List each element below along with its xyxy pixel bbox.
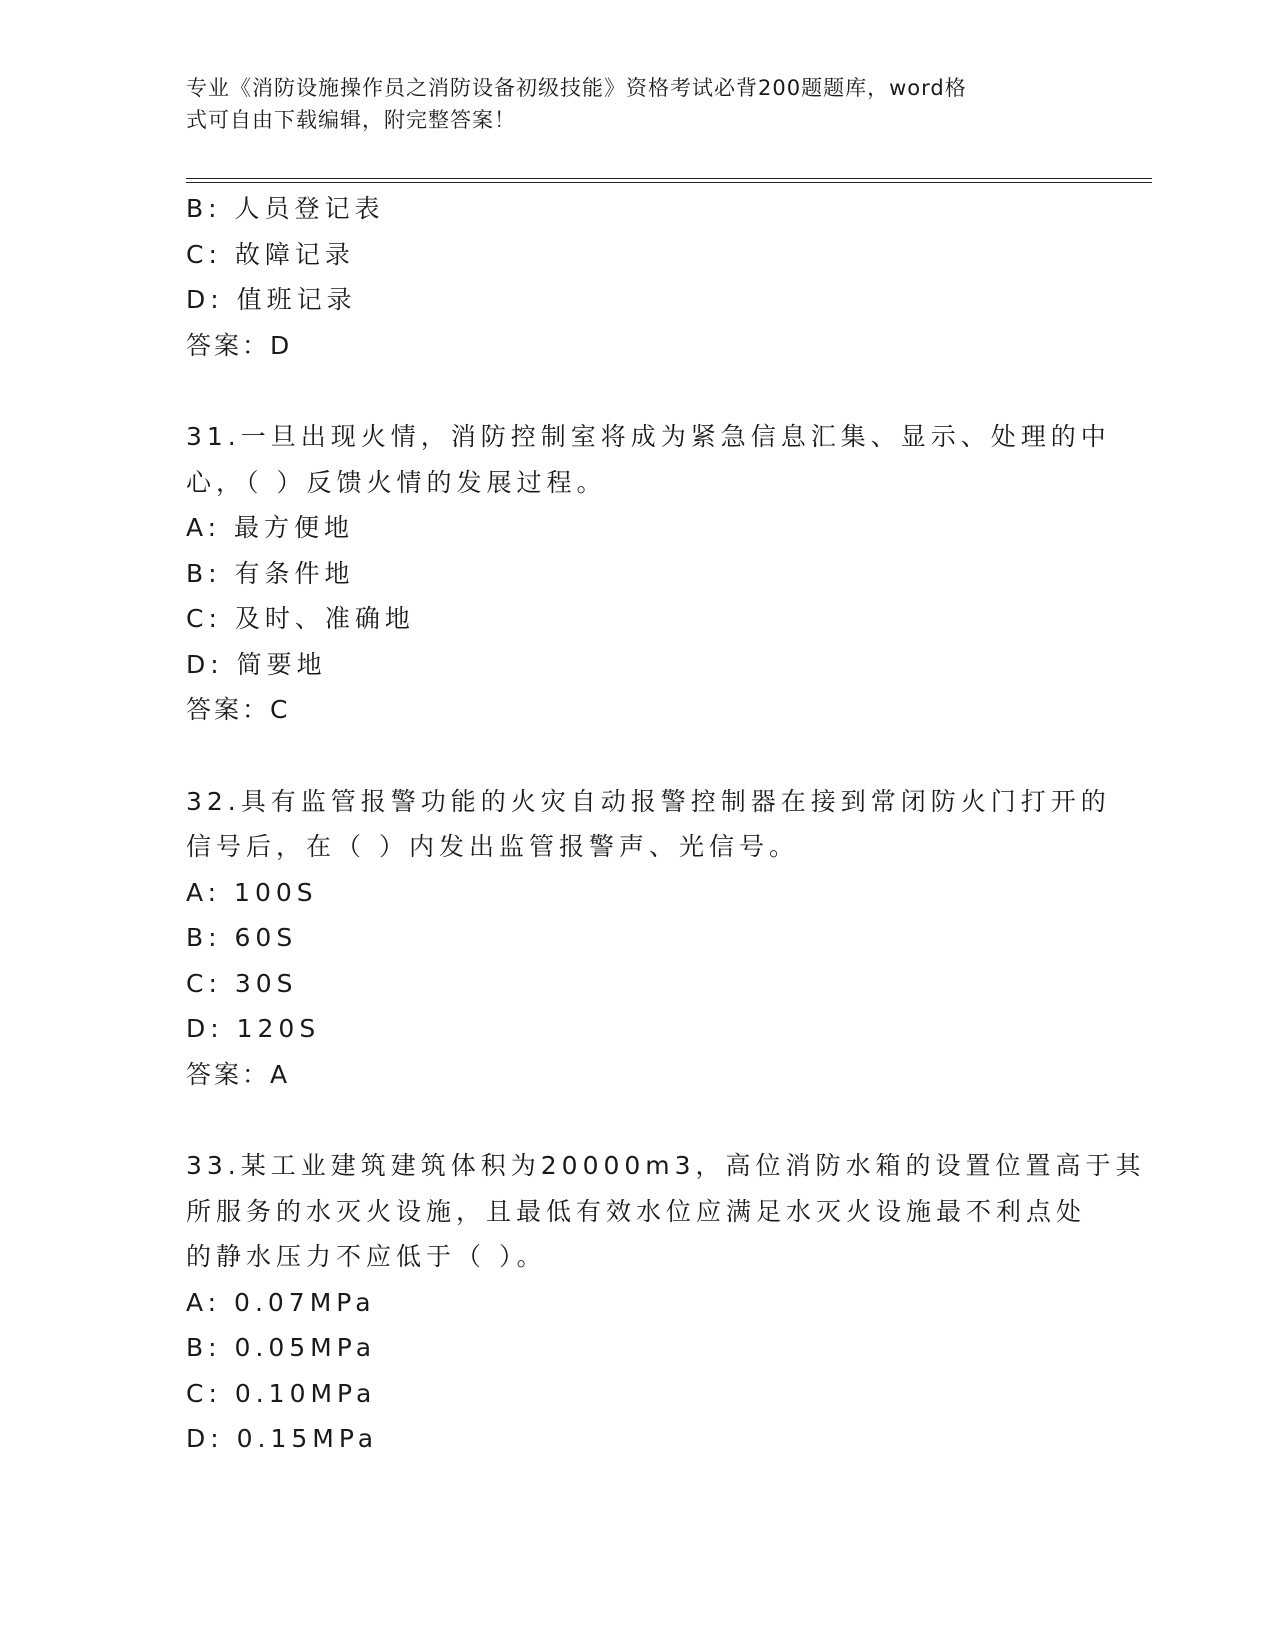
option-b: B: 有条件地 [186, 558, 355, 588]
question-text: 33.某工业建筑建筑体积为20000m3，高位消防水箱的设置位置高于其 [186, 1151, 1146, 1180]
document-header [186, 72, 1066, 136]
question-30-tail [186, 186, 1086, 368]
option-d: D: 0.15MPa [186, 1424, 379, 1453]
question-text: 的静水压力不应低于（ ）。 [186, 1242, 547, 1271]
option-c: C: 30S [186, 968, 298, 998]
question-list [186, 186, 1146, 1462]
option-b: B: 60S [186, 923, 298, 952]
question-text: 信号后，在（ ）内发出监管报警声、光信号。 [186, 832, 799, 861]
header-divider-bottom [186, 182, 1152, 183]
question-text: 32.具有监管报警功能的火灾自动报警控制器在接到常闭防火门打开的 [186, 786, 1111, 816]
answer-line: 答案：D [186, 330, 293, 360]
option-c: C: 及时、准确地 [186, 604, 415, 633]
header-line-1: 专业《消防设施操作员之消防设备初级技能》资格考试必背200题题库，word格 [186, 76, 967, 100]
option-b: B: 0.05MPa [186, 1333, 377, 1362]
answer-line: 答案：A [186, 1059, 291, 1089]
header-line-2: 式可自由下载编辑，附完整答案！ [186, 108, 516, 132]
option-a: A: 最方便地 [186, 513, 355, 542]
question-31 [186, 414, 1111, 733]
question-text: 31.一旦出现火情，消防控制室将成为紧急信息汇集、显示、处理的中 [186, 422, 1111, 451]
option-a: A: 100S [186, 877, 318, 907]
option-d: D: 简要地 [186, 649, 327, 679]
question-32 [186, 779, 1111, 1098]
option-d: D: 120S [186, 1014, 321, 1043]
answer-line: 答案：C [186, 695, 291, 724]
option-a: A: 0.07MPa [186, 1287, 376, 1317]
question-text: 心，（ ）反馈火情的发展过程。 [186, 467, 607, 497]
question-33 [186, 1143, 1146, 1462]
question-text: 所服务的水灭火设施，且最低有效水位应满足水灭火设施最不利点处 [186, 1196, 1087, 1226]
header-divider-top [186, 178, 1152, 179]
option-c: C: 故障记录 [186, 239, 355, 269]
option-b: B: 人员登记表 [186, 194, 385, 223]
option-d: D: 值班记录 [186, 285, 357, 314]
option-c: C: 0.10MPa [186, 1378, 377, 1408]
